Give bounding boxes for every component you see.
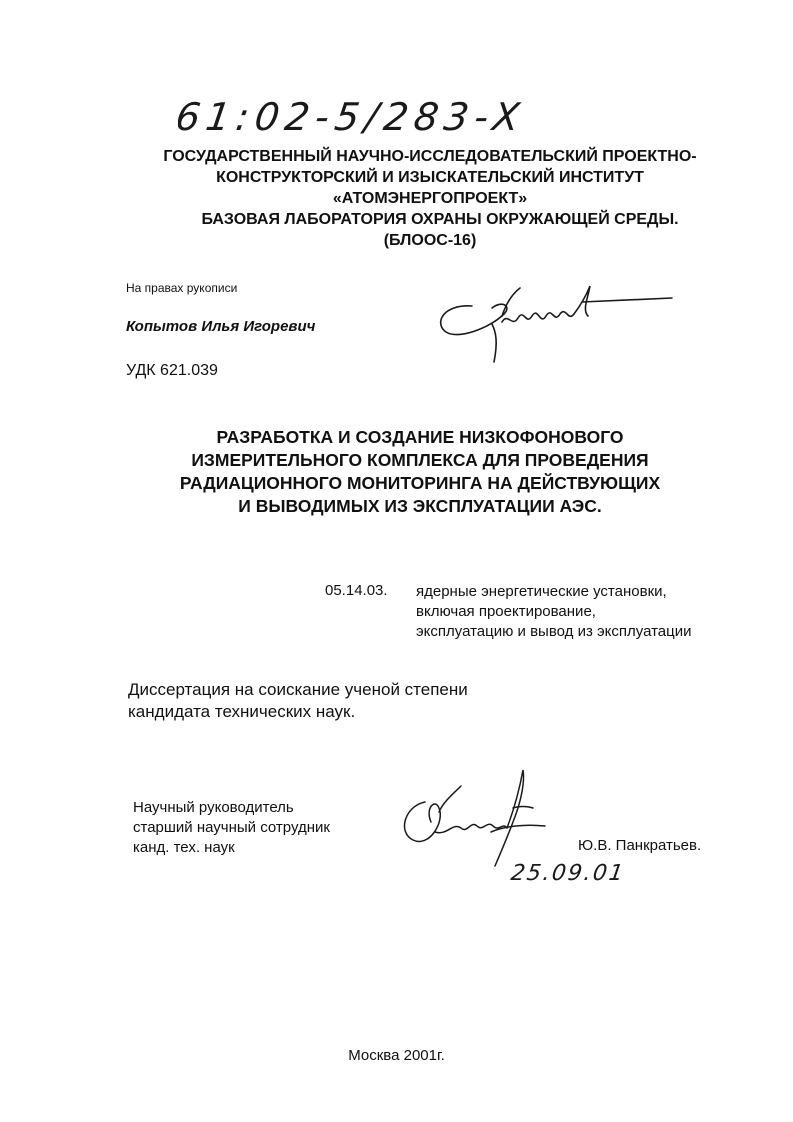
manuscript-note: На правах рукописи [126,281,238,295]
handwritten-date-text: 25.09.01 [510,860,620,886]
advisor-line-3: канд. тех. наук [133,839,235,856]
advisor-block [133,798,330,858]
udk-code: УДК 621.039 [126,362,218,379]
degree-statement [128,679,468,723]
title-line-2: ИЗМЕРИТЕЛЬНОГО КОМПЛЕКСА ДЛЯ ПРОВЕДЕНИЯ [191,450,649,470]
handwritten-archive-code [178,88,558,144]
specialty-line-3: эксплуатацию и вывод из эксплуатации [416,623,692,640]
specialty-description [416,582,692,642]
handwritten-date [510,852,620,890]
title-line-1: РАЗРАБОТКА И СОЗДАНИЕ НИЗКОФОНОВОГО [216,427,624,447]
advisor-line-1: Научный руководитель [133,799,294,816]
specialty-line-1: ядерные энергетические установки, [416,583,667,600]
degree-line-2: кандидата технических наук. [128,702,356,721]
advisor-name: Ю.В. Панкратьев. [578,837,702,854]
institute-header [140,146,720,251]
title-line-4: И ВЫВОДИМЫХ ИЗ ЭКСПЛУАТАЦИИ АЭС. [238,496,602,516]
dissertation-title [120,426,720,518]
degree-line-1: Диссертация на соискание ученой степени [128,680,468,699]
handwritten-code-text: 61:02-5/283-X [178,96,528,140]
institute-line-3: «АТОМЭНЕРГОПРОЕКТ» [332,190,528,207]
institute-line-2: КОНСТРУКТОРСКИЙ И ИЗЫСКАТЕЛЬСКИЙ ИНСТИТУТ [216,169,644,186]
city-year-footer: Москва 2001г. [348,1047,445,1064]
institute-line-4: БАЗОВАЯ ЛАБОРАТОРИЯ ОХРАНЫ ОКРУЖАЮЩЕЙ СРЕДЫ. [201,211,679,228]
title-line-3: РАДИАЦИОННОГО МОНИТОРИНГА НА ДЕЙСТВУЮЩИХ [179,473,661,493]
specialty-code: 05.14.03. [325,582,388,599]
institute-line-5: (БЛООС-16) [383,232,477,249]
author-signature [432,284,682,370]
specialty-line-2: включая проектирование, [416,603,596,620]
institute-line-1: ГОСУДАРСТВЕННЫЙ НАУЧНО-ИССЛЕДОВАТЕЛЬСКИЙ ПРОЕКТНО- [163,148,697,165]
author-name: Копытов Илья Игоревич [126,318,316,335]
advisor-line-2: старший научный сотрудник [133,819,330,836]
